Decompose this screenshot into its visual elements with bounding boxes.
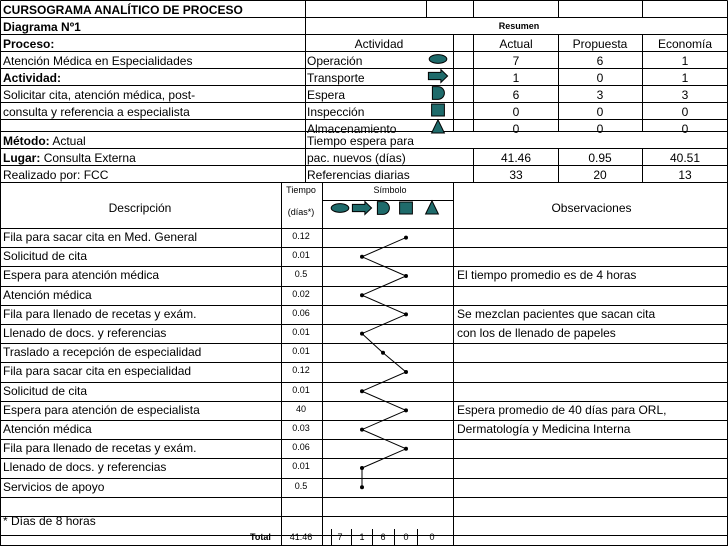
realizado-por: Realizado por: FCC — [3, 168, 109, 182]
summary-economia: 1 — [681, 71, 689, 85]
step-observation: El tiempo promedio es de 4 horas — [457, 268, 637, 283]
transport-icon — [352, 202, 371, 215]
operation-icon — [331, 204, 349, 213]
step-description: Solicitud de cita — [3, 249, 88, 264]
metodo-value: Actual — [52, 134, 86, 148]
actual-col-header: Actual — [499, 37, 533, 51]
step-time: 0.12 — [292, 365, 310, 376]
flow-point — [360, 485, 364, 489]
total-time: 41.46 — [289, 532, 313, 542]
step-description: Llenado de docs. y referencias — [3, 326, 167, 340]
diagram-number: Diagrama Nº1 — [3, 20, 81, 34]
flow-point — [360, 389, 364, 393]
observaciones-header: Observaciones — [551, 201, 632, 215]
summary-propuesta: 0 — [596, 122, 604, 136]
summary-propuesta: 0 — [596, 105, 604, 119]
actividad-value-line1: Solicitar cita, atención médica, post- — [3, 88, 196, 102]
step-description: Atención médica — [3, 422, 92, 436]
flow-point — [381, 351, 385, 355]
total-symbol-count: 1 — [359, 532, 365, 542]
step-time: 0.02 — [292, 288, 310, 299]
summary-activity-label: Almacenamiento — [307, 122, 397, 136]
flow-point — [404, 274, 408, 278]
footnote: * Días de 8 horas — [3, 514, 96, 528]
step-time: 40 — [295, 403, 306, 414]
summary-economia: 0 — [681, 105, 689, 119]
resumen-label: Resumen — [498, 21, 540, 31]
step-time: 0.01 — [292, 384, 310, 395]
summary-propuesta: 0 — [596, 71, 604, 85]
storage-icon — [426, 201, 439, 214]
step-description: Espera para atención de especialista — [3, 402, 200, 417]
step-observation: con los de llenado de papeles — [457, 326, 616, 340]
wait-icon — [377, 202, 389, 215]
pac-nuevos-label: pac. nuevos (días) — [307, 151, 406, 165]
total-symbol-count: 7 — [337, 532, 343, 542]
economia-col-header: Economía — [657, 37, 713, 51]
actividad-label: Actividad: — [3, 71, 62, 85]
dias-header: (días*) — [287, 207, 315, 217]
lugar-value: Consulta Externa — [43, 151, 136, 165]
step-observation: Se mezclan pacientes que sacan cita — [457, 306, 656, 321]
total-symbol-count: 0 — [429, 532, 435, 542]
step-description: Espera para atención médica — [3, 268, 160, 283]
step-time: 0.06 — [292, 307, 310, 318]
summary-propuesta: 3 — [596, 88, 604, 102]
inspection-icon — [400, 202, 413, 214]
ref-propuesta: 20 — [593, 168, 607, 182]
flow-point — [360, 293, 364, 297]
ref-economia: 13 — [678, 168, 692, 182]
proceso-label: Proceso: — [3, 37, 55, 51]
step-description: Atención médica — [3, 287, 92, 302]
descripcion-header: Descripción — [108, 201, 172, 215]
proceso-value: Atención Médica en Especialidades — [3, 54, 193, 68]
summary-economia: 1 — [681, 54, 689, 68]
tiempo-espera-label: Tiempo espera para — [307, 134, 414, 148]
step-description: Fila para llenado de recetas y exám. — [3, 306, 197, 321]
flow-point — [404, 370, 408, 374]
step-observation: Espera promedio de 40 días para ORL, — [457, 402, 667, 417]
step-description: Fila para sacar cita en especialidad — [3, 364, 192, 379]
step-time: 0.01 — [292, 461, 310, 472]
activity-col-header: Actividad — [354, 37, 404, 51]
step-time: 0.01 — [292, 250, 310, 261]
metodo-label: Método: — [3, 134, 50, 148]
summary-actual: 6 — [512, 88, 520, 102]
flow-point — [404, 236, 408, 240]
step-time: 0.5 — [294, 480, 308, 491]
referencias-label: Referencias diarias — [307, 168, 410, 182]
total-label: Total — [250, 532, 271, 542]
actividad-value-line2: consulta y referencia a especialista — [3, 105, 190, 119]
step-description: Solicitud de cita — [3, 383, 88, 398]
step-description: Servicios de apoyo — [3, 479, 105, 494]
step-time: 0.5 — [294, 269, 308, 280]
summary-activity-label: Operación — [307, 54, 363, 68]
flow-point — [360, 255, 364, 259]
summary-activity-label: Espera — [307, 88, 346, 102]
summary-actual: 0 — [512, 122, 520, 136]
step-description: Fila para llenado de recetas y exám. — [3, 441, 197, 456]
flow-point — [360, 428, 364, 432]
step-time: 0.01 — [292, 327, 310, 337]
tiempo-header: Tiempo — [286, 185, 316, 195]
flow-point — [360, 466, 364, 470]
step-observation: Dermatología y Medicina Interna — [457, 422, 631, 436]
total-symbol-count: 6 — [380, 532, 386, 542]
lugar-label: Lugar: — [3, 151, 41, 165]
pac-actual: 41.46 — [500, 151, 532, 165]
summary-actual: 1 — [512, 71, 520, 85]
total-symbol-count: 0 — [403, 532, 409, 542]
summary-activity-label: Inspección — [307, 105, 365, 119]
summary-propuesta: 6 — [596, 54, 604, 68]
step-time: 0.01 — [292, 346, 310, 357]
chart-title: CURSOGRAMA ANALÍTICO DE PROCESO — [3, 3, 243, 17]
process-flow-line — [362, 238, 406, 488]
step-time: 0.12 — [292, 231, 310, 241]
step-description: Traslado a recepción de especialidad — [3, 345, 202, 360]
summary-actual: 0 — [512, 105, 520, 119]
flow-point — [404, 408, 408, 412]
step-description: Fila para sacar cita en Med. General — [3, 230, 198, 244]
pac-propuesta: 0.95 — [588, 151, 612, 165]
step-time: 0.06 — [292, 442, 310, 453]
simbolo-header: Símbolo — [373, 185, 407, 195]
summary-economia: 0 — [681, 122, 689, 136]
summary-activity-label: Transporte — [307, 71, 365, 85]
flow-point — [404, 447, 408, 451]
step-description: Llenado de docs. y referencias — [3, 460, 167, 475]
flow-point — [360, 332, 364, 336]
summary-actual: 7 — [512, 54, 520, 68]
propuesta-col-header: Propuesta — [572, 37, 628, 51]
flow-point — [404, 312, 408, 316]
summary-economia: 3 — [681, 88, 689, 102]
ref-actual: 33 — [509, 168, 523, 182]
step-time: 0.03 — [292, 423, 310, 433]
pac-economia: 40.51 — [669, 151, 701, 165]
